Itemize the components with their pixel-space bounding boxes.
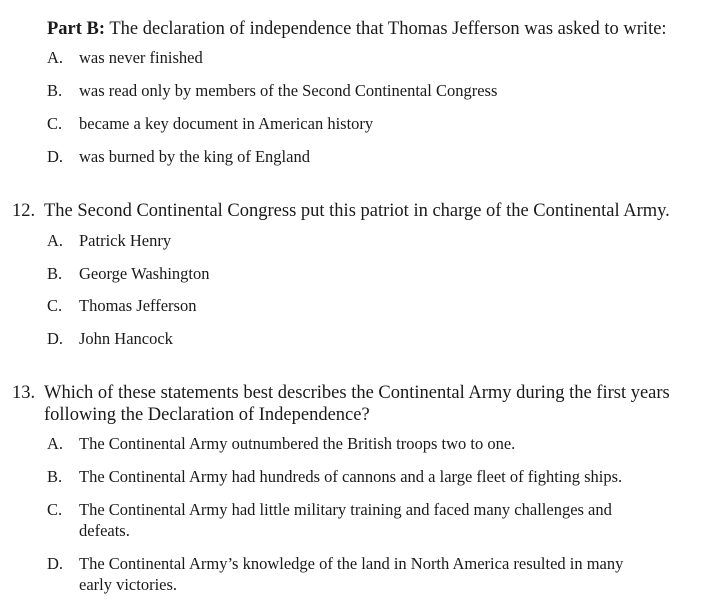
- option-text: Thomas Jefferson: [79, 296, 197, 315]
- option-text: The Continental Army’s knowledge of the land in North America resulted in many early victories.: [79, 554, 624, 594]
- option-text: became a key document in American history: [79, 114, 374, 133]
- option-text: Patrick Henry: [79, 231, 172, 250]
- option-letter: B.: [47, 264, 63, 283]
- option-text: was read only by members of the Second Continental Congress: [79, 81, 498, 100]
- question-text: The Second Continental Congress put this patriot in charge of the Continental Army.: [44, 201, 670, 221]
- option-text: was burned by the king of England: [79, 147, 310, 166]
- option-letter: C.: [47, 114, 63, 133]
- option-text: The Continental Army outnumbered the British troops two to one.: [79, 434, 516, 453]
- part-b-text: The declaration of independence that Thomas Jefferson was asked to write:: [109, 19, 667, 39]
- option-text: John Hancock: [79, 329, 173, 348]
- option-letter: C.: [47, 500, 63, 519]
- option-letter: C.: [47, 296, 63, 315]
- option-text: The Continental Army had hundreds of cannons and a large fleet of fighting ships.: [79, 467, 623, 486]
- option-letter: D.: [47, 147, 64, 166]
- question-text: Which of these statements best describes the Continental Army during the first years following the Declaration of Independence?: [44, 383, 670, 425]
- option-text: George Washington: [79, 264, 210, 283]
- option-letter: D.: [47, 329, 64, 348]
- option-letter: B.: [47, 467, 63, 486]
- part-b-label: Part B:: [47, 19, 106, 39]
- option-text: was never finished: [79, 48, 203, 67]
- part-b-stem: [47, 18, 667, 40]
- option-letter: D.: [47, 554, 64, 573]
- option-letter: B.: [47, 81, 63, 100]
- option-letter: A.: [47, 434, 64, 453]
- option-text: The Continental Army had little military training and faced many challenges and defeats.: [79, 500, 612, 540]
- question-number: 13.: [12, 383, 36, 403]
- option-letter: A.: [47, 231, 64, 250]
- question-number: 12.: [12, 201, 36, 221]
- option-letter: A.: [47, 48, 64, 67]
